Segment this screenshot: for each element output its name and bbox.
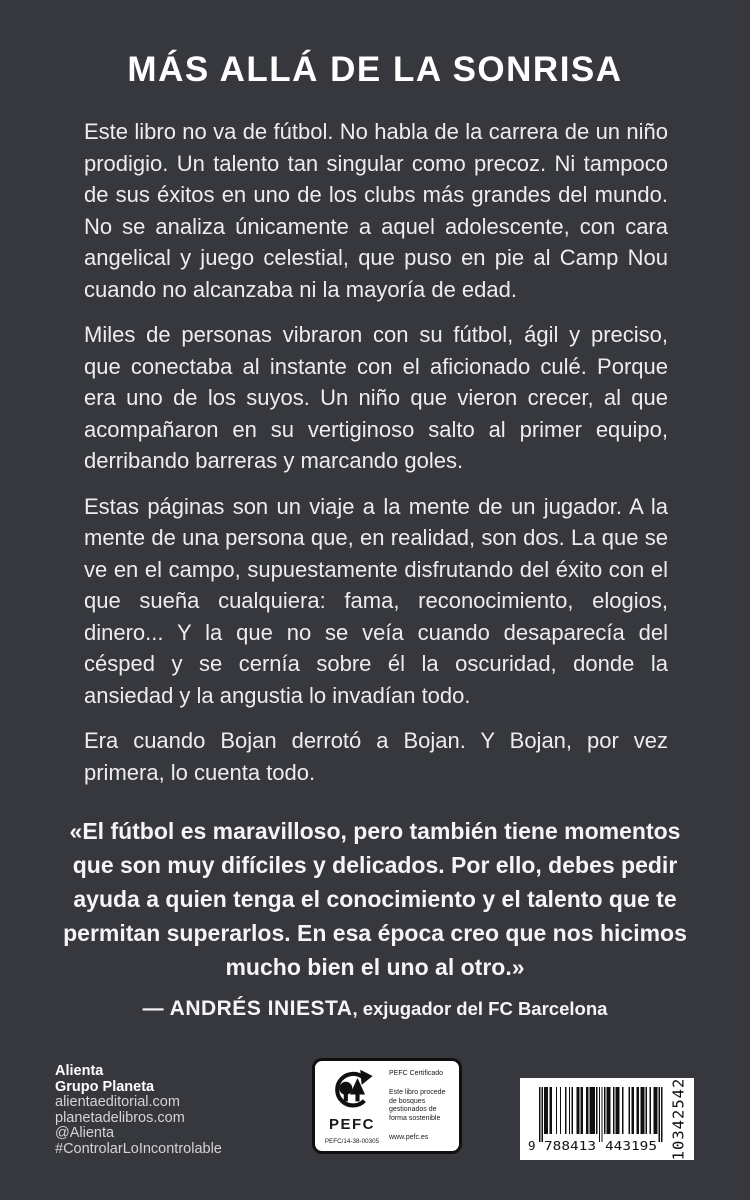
pefc-trees-icon [329,1067,375,1111]
svg-text:788413: 788413 [544,1138,596,1153]
pefc-certified-label: PEFC Certificado [389,1070,444,1077]
endorsement-quote [62,814,688,1021]
quote-attribution [62,997,688,1021]
pefc-logo-column [322,1067,382,1145]
pefc-wordmark: PEFC [328,1116,375,1133]
pefc-description: Este libro procede de bosques gestionados de forma sostenible [389,1089,446,1122]
svg-text:9: 9 [528,1138,536,1153]
publisher-hashtag: #ControlarLoIncontrolable [55,1140,222,1157]
publisher-imprint: Alienta [55,1063,104,1079]
quote-author-role: , exjugador del FC Barcelona [352,998,608,1019]
svg-text:443195: 443195 [605,1138,657,1153]
barcode [527,1084,665,1154]
publisher-url: planetadelibros.com [55,1109,185,1126]
publisher-block [55,1064,222,1157]
synopsis-paragraph: Este libro no va de fútbol. No habla de la carrera de un niño prodigio. Un talento tan singular como precoz. Ni tampoco de sus éxitos en uno de los clubs más grandes del mundo. No se analiza únicamente a aquel adolescente, con cara angelical y juego celestial, que puso en pie al Camp Nou cuando no alcanzaba ni la mayoría de edad. [84,119,668,302]
pefc-certification-label [312,1058,462,1154]
synopsis [84,116,668,788]
synopsis-paragraph: Era cuando Bojan derrotó a Bojan. Y Bojan, por vez primera, lo cuenta todo. [84,728,668,785]
edition-number: 10342542 [669,1077,687,1161]
synopsis-paragraph: Miles de personas vibraron con su fútbol, ágil y preciso, que conectaba al instante con el aficionado culé. Porque era uno de los suyos. Un niño que vieron crecer, al que acompañaron en su vertiginoso salto al primer equipo, derribando barreras y marcando goles. [84,322,668,473]
pefc-url: www.pefc.es [389,1133,429,1141]
pefc-text-column [389,1067,452,1145]
edition-number-wrap [665,1077,691,1161]
quote-text: «El fútbol es maravilloso, pero también tiene momentos que son muy difíciles y delicados. Por ello, debes pedir ayuda a quien tenga el conocimiento y el talento que te permitan superarlos. En esa época creo que nos hicimos mucho bien el uno al otro.» [63,818,687,980]
synopsis-paragraph: Estas páginas son un viaje a la mente de un jugador. A la mente de una persona que, en realidad, son dos. La que se ve en el campo, supuestamente disfrutando del éxito con el que sueña cualquiera: fama, reconocimiento, elogios, dinero... Y la que no se veía cuando desaparecía del césped y se cernía sobre él la oscuridad, donde la ansiedad y la angustia lo invadían todo. [84,493,668,708]
quote-author: — ANDRÉS INIESTA [142,997,353,1020]
publisher-group: Grupo Planeta [55,1078,155,1095]
publisher-url: alientaeditorial.com [55,1094,180,1110]
publisher-social-handle: @Alienta [55,1125,115,1141]
pefc-cert-number: PEFC/14-38-00305 [324,1138,380,1145]
book-title: MÁS ALLÁ DE LA SONRISA [127,50,623,89]
isbn-barcode-label [520,1078,694,1160]
